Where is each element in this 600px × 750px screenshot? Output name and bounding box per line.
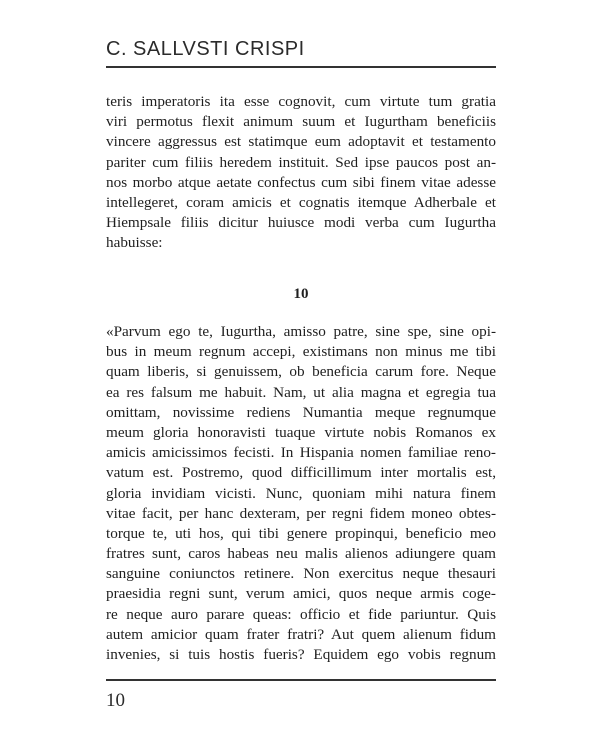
text-line: vitae facit, per hanc dexteram, per regni fidem moneo obtes- bbox=[106, 504, 496, 522]
text-line: bus in meum regnum accepi, existimans non minus me tibi bbox=[106, 343, 496, 361]
text-line: sanguine coniunctos retinere. Non exercitus neque thesauri bbox=[106, 565, 496, 583]
paragraph-chapter-10 bbox=[106, 322, 496, 665]
text-line: nos morbo atque aetate confectus cum sibi finem vitae adesse bbox=[106, 173, 496, 191]
text-line: omittam, novissime rediens Numantia meque regnumque bbox=[106, 403, 496, 421]
text-line: meum gloria honoravisti tuaque virtute nobis Romanos ex bbox=[106, 423, 496, 441]
text-line: re neque auro parare queas: officio et fide pariuntur. Quis bbox=[106, 605, 496, 623]
text-line: fratres sunt, caros habeas neu malis alienos adiungere quam bbox=[106, 545, 496, 563]
running-head-title: C. SALLVSTI CRISPI bbox=[106, 38, 305, 60]
text-line: pariter cum filiis heredem instituit. Sed ipse paucos post an- bbox=[106, 153, 496, 171]
text-line: gloria invidiam vicisti. Nunc, quoniam mihi natura finem bbox=[106, 484, 496, 502]
text-line: vincere aggressus est statimque eum adoptavit et testamento bbox=[106, 133, 496, 151]
footer-rule bbox=[106, 679, 496, 681]
text-line: praesidia regni sunt, verum amici, quos neque armis coge- bbox=[106, 585, 496, 603]
text-line: vatum est. Postremo, quod difficillimum inter mortalis est, bbox=[106, 464, 496, 482]
text-line: amicis amicissimos fecisti. In Hispania nomen familiae reno- bbox=[106, 444, 496, 462]
text-line: autem amicior quam frater fratri? Aut quem alienum fidum bbox=[106, 625, 496, 643]
text-line: torque te, uti hos, qui tibi genere propinqui, beneficio meo bbox=[106, 524, 496, 542]
header-rule bbox=[106, 66, 496, 68]
paragraph-before-chapter bbox=[106, 92, 496, 254]
text-line: invenies, si tuis hostis fueris? Equidem ego vobis regnum bbox=[106, 646, 496, 663]
text-line: quam liberis, si genuissem, ob beneficia carum fore. Neque bbox=[106, 363, 496, 381]
page-number: 10 bbox=[106, 690, 125, 711]
text-line: intellegeret, coram amicis et cognatis itemque Adherbale et bbox=[106, 193, 496, 211]
text-line: ea res falsum me habuit. Nam, ut alia magna et egregia tua bbox=[106, 383, 496, 401]
chapter-number: 10 bbox=[293, 286, 309, 302]
text-line: habuisse: bbox=[106, 234, 163, 252]
text-line: teris imperatoris ita esse cognovit, cum virtute tum gratia bbox=[106, 93, 496, 110]
text-line: Hiempsale filiis dicitur huiusce modi verba cum Iugurtha bbox=[106, 214, 496, 232]
text-line: viri permotus flexit animum suum et Iugurtham beneficiis bbox=[106, 113, 496, 131]
text-line: «Parvum ego te, Iugurtha, amisso patre, sine spe, sine opi- bbox=[106, 323, 496, 340]
